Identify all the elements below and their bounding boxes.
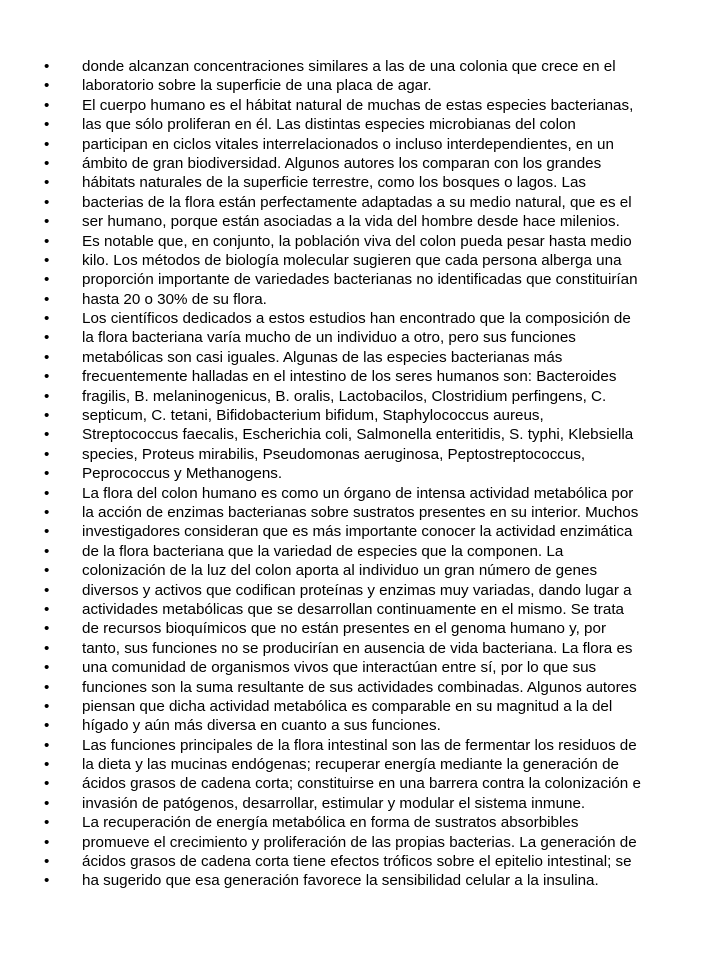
list-item [44, 639, 716, 658]
bullet-icon: • [44, 310, 50, 328]
line-text: La recuperación de energía metabólica en forma de sustratos absorbibles [82, 814, 579, 832]
list-item [44, 406, 716, 425]
bullet-icon: • [44, 620, 50, 638]
line-text: la dieta y las mucinas endógenas; recuperar energía mediante la generación de [82, 756, 619, 774]
bullet-icon: • [44, 639, 50, 657]
list-item [44, 755, 716, 774]
bullet-icon: • [44, 581, 50, 599]
line-text: hábitats naturales de la superficie terrestre, como los bosques o lagos. Las [82, 174, 586, 192]
line-text: species, Proteus mirabilis, Pseudomonas aeruginosa, Peptostreptococcus, [82, 445, 586, 463]
bullet-icon: • [44, 736, 50, 754]
line-text: tanto, sus funciones no se producirían en ausencia de vida bacteriana. La flora es [82, 639, 633, 657]
list-item [44, 852, 716, 871]
list-item [44, 484, 716, 503]
line-text: las que sólo proliferan en él. Las distintas especies microbianas del colon [82, 116, 576, 134]
bullet-icon: • [44, 96, 50, 114]
line-text: frecuentemente halladas en el intestino de los seres humanos son: Bacteroides [82, 368, 617, 386]
line-text: ha sugerido que esa generación favorece la sensibilidad celular a la insulina. [82, 872, 599, 890]
list-item [44, 135, 716, 154]
bullet-icon: • [44, 503, 50, 521]
line-text: invasión de patógenos, desarrollar, estimular y modular el sistema inmune. [82, 794, 586, 812]
list-item [44, 328, 716, 347]
list-item [44, 445, 716, 464]
list-item [44, 57, 716, 76]
line-text: metabólicas son casi iguales. Algunas de las especies bacterianas más [82, 348, 563, 366]
line-text: Es notable que, en conjunto, la población viva del colon pueda pesar hasta medio [82, 232, 632, 250]
list-item [44, 774, 716, 793]
bullet-icon: • [44, 814, 50, 832]
line-text: investigadores consideran que es más importante conocer la actividad enzimática [82, 523, 633, 541]
list-item [44, 736, 716, 755]
line-text: funciones son la suma resultante de sus actividades combinadas. Algunos autores [82, 678, 637, 696]
line-text: Streptococcus faecalis, Escherichia coli, Salmonella enteritidis, S. typhi, Klebsiella [82, 426, 634, 444]
bullet-icon: • [44, 348, 50, 366]
list-item [44, 503, 716, 522]
list-item [44, 794, 716, 813]
line-text: diversos y activos que codifican proteínas y enzimas muy variadas, dando lugar a [82, 581, 632, 599]
line-text: la flora bacteriana varía mucho de un individuo a otro, pero sus funciones [82, 329, 576, 347]
list-item [44, 716, 716, 735]
list-item [44, 464, 716, 483]
line-text: proporción importante de variedades bacterianas no identificadas que constituirían [82, 271, 638, 289]
list-item [44, 678, 716, 697]
list-item [44, 561, 716, 580]
list-item [44, 290, 716, 309]
list-item [44, 76, 716, 95]
bullet-icon: • [44, 116, 50, 134]
list-item [44, 581, 716, 600]
list-item [44, 309, 716, 328]
line-text: kilo. Los métodos de biología molecular sugieren que cada persona alberga una [82, 251, 622, 269]
line-text: ácidos grasos de cadena corta tiene efectos tróficos sobre el epitelio intestinal; se [82, 853, 632, 871]
bullet-icon: • [44, 58, 50, 75]
list-item [44, 697, 716, 716]
bullet-list [44, 57, 716, 891]
list-item [44, 871, 716, 890]
bullet-icon: • [44, 717, 50, 735]
bullet-icon: • [44, 77, 50, 95]
line-text: hasta 20 o 30% de su flora. [82, 290, 267, 308]
line-text: Los científicos dedicados a estos estudios han encontrado que la composición de [82, 310, 631, 328]
line-text: Peprococcus y Methanogens. [82, 465, 283, 483]
list-item [44, 522, 716, 541]
line-text: La flora del colon humano es como un órgano de intensa actividad metabólica por [82, 484, 634, 502]
line-text: laboratorio sobre la superficie de una placa de agar. [82, 77, 432, 95]
bullet-icon: • [44, 387, 50, 405]
list-item [44, 542, 716, 561]
line-text: fragilis, B. melaninogenicus, B. oralis, Lactobacilos, Clostridium perfingens, C. [82, 387, 607, 405]
bullet-icon: • [44, 600, 50, 618]
line-text: hígado y aún más diversa en cuanto a sus funciones. [82, 717, 441, 735]
list-item [44, 270, 716, 289]
line-text: de recursos bioquímicos que no están presentes en el genoma humano y, por [82, 620, 607, 638]
bullet-icon: • [44, 853, 50, 871]
list-item [44, 96, 716, 115]
line-text: promueve el crecimiento y proliferación de las propias bacterias. La generación de [82, 833, 637, 851]
list-item [44, 425, 716, 444]
bullet-icon: • [44, 775, 50, 793]
bullet-icon: • [44, 329, 50, 347]
bullet-icon: • [44, 271, 50, 289]
bullet-icon: • [44, 697, 50, 715]
list-item [44, 193, 716, 212]
line-text: Las funciones principales de la flora intestinal son las de fermentar los residuos de [82, 736, 637, 754]
list-item [44, 212, 716, 231]
bullet-icon: • [44, 426, 50, 444]
line-text: de la flora bacteriana que la variedad de especies que la componen. La [82, 542, 564, 560]
line-text: ámbito de gran biodiversidad. Algunos autores los comparan con los grandes [82, 154, 602, 172]
line-text: participan en ciclos vitales interrelacionados o incluso interdependientes, en un [82, 135, 614, 153]
bullet-icon: • [44, 213, 50, 231]
line-text: El cuerpo humano es el hábitat natural de muchas de estas especies bacterianas, [82, 96, 634, 114]
list-item [44, 232, 716, 251]
line-text: ser humano, porque están asociadas a la vida del hombre desde hace milenios. [82, 213, 620, 231]
list-item [44, 154, 716, 173]
bullet-icon: • [44, 154, 50, 172]
line-text: donde alcanzan concentraciones similares a las de una colonia que crece en el [82, 58, 616, 75]
list-item [44, 387, 716, 406]
list-item [44, 600, 716, 619]
document-body [44, 57, 716, 891]
list-item [44, 813, 716, 832]
bullet-icon: • [44, 135, 50, 153]
list-item [44, 173, 716, 192]
line-text: piensan que dicha actividad metabólica es comparable en su magnitud a la del [82, 697, 613, 715]
line-text: una comunidad de organismos vivos que interactúan entre sí, por lo que sus [82, 659, 597, 677]
list-item [44, 619, 716, 638]
bullet-icon: • [44, 290, 50, 308]
list-item [44, 833, 716, 852]
list-item [44, 348, 716, 367]
bullet-icon: • [44, 756, 50, 774]
bullet-icon: • [44, 193, 50, 211]
bullet-icon: • [44, 174, 50, 192]
bullet-icon: • [44, 465, 50, 483]
line-text: colonización de la luz del colon aporta al individuo un gran número de genes [82, 562, 598, 580]
list-item [44, 658, 716, 677]
bullet-icon: • [44, 407, 50, 425]
line-text: septicum, C. tetani, Bifidobacterium bifidum, Staphylococcus aureus, [82, 407, 544, 425]
bullet-icon: • [44, 794, 50, 812]
list-item [44, 251, 716, 270]
bullet-icon: • [44, 251, 50, 269]
bullet-icon: • [44, 542, 50, 560]
bullet-icon: • [44, 872, 50, 890]
bullet-icon: • [44, 232, 50, 250]
line-text: actividades metabólicas que se desarrollan continuamente en el mismo. Se trata [82, 600, 624, 618]
list-item [44, 367, 716, 386]
list-item [44, 115, 716, 134]
bullet-icon: • [44, 445, 50, 463]
bullet-icon: • [44, 368, 50, 386]
bullet-icon: • [44, 833, 50, 851]
bullet-icon: • [44, 523, 50, 541]
bullet-icon: • [44, 678, 50, 696]
bullet-icon: • [44, 562, 50, 580]
line-text: bacterias de la flora están perfectamente adaptadas a su medio natural, que es el [82, 193, 632, 211]
bullet-icon: • [44, 484, 50, 502]
line-text: la acción de enzimas bacterianas sobre sustratos presentes en su interior. Muchos [82, 503, 639, 521]
line-text: ácidos grasos de cadena corta; constituirse en una barrera contra la colonización e [82, 775, 641, 793]
bullet-icon: • [44, 659, 50, 677]
